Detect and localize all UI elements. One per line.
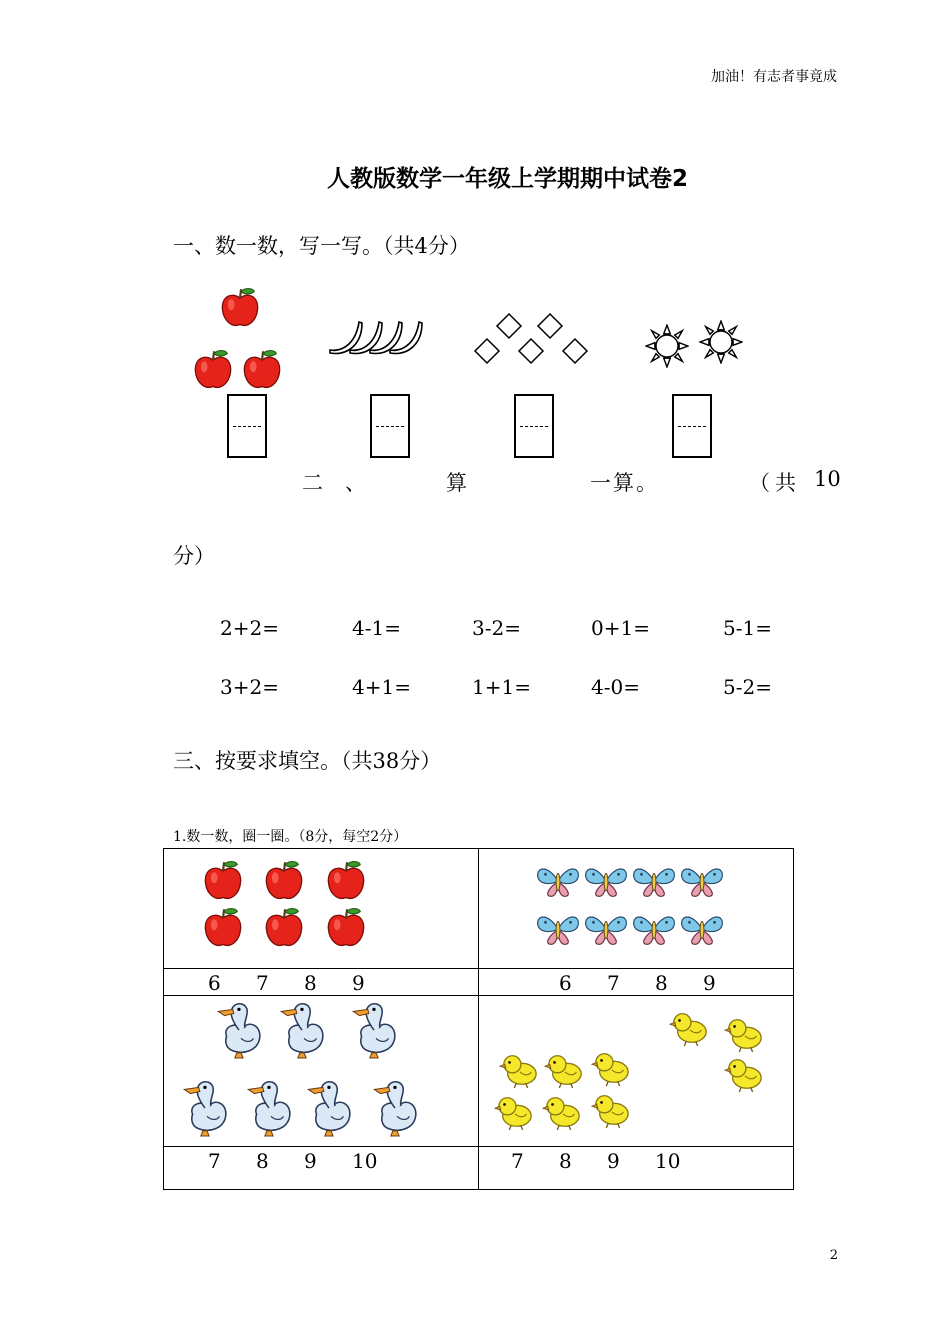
option-number[interactable]: 9 <box>304 1149 317 1173</box>
answer-box-bananas[interactable] <box>370 394 410 458</box>
section3-subheading: 1.数一数，圈一圈。（8分，每空2分） <box>173 829 408 845</box>
apple-icon <box>218 286 262 330</box>
option-number[interactable]: 10 <box>352 1149 378 1173</box>
chick-icon <box>494 1093 536 1131</box>
chick-icon <box>591 1049 633 1087</box>
heading-part: 10 <box>814 467 841 491</box>
heading-part: 一算。 <box>590 471 659 495</box>
expression: 1+1= <box>472 675 531 699</box>
apple-icon <box>201 859 245 903</box>
chick-icon <box>724 1015 766 1053</box>
diamond-icon <box>472 336 502 366</box>
duck-icon <box>244 1075 296 1137</box>
apple-icon <box>262 859 306 903</box>
option-number[interactable]: 9 <box>352 971 365 995</box>
option-number[interactable]: 7 <box>607 971 620 995</box>
option-number[interactable]: 8 <box>304 971 317 995</box>
apple-icon <box>324 859 368 903</box>
butterfly-icon <box>678 861 726 901</box>
heading-part: 二 <box>302 471 323 495</box>
expression: 4-0= <box>591 675 640 699</box>
butterfly-icon <box>630 861 678 901</box>
page-number: 2 <box>829 1248 838 1263</box>
butterfly-icon <box>678 909 726 949</box>
apple-icon <box>262 906 306 950</box>
chick-icon <box>724 1055 766 1093</box>
option-number[interactable]: 9 <box>607 1149 620 1173</box>
butterfly-icon <box>534 909 582 949</box>
sun-icon <box>699 320 743 364</box>
table-divider <box>164 995 793 996</box>
option-number[interactable]: 8 <box>559 1149 572 1173</box>
expression: 0+1= <box>591 616 650 640</box>
answer-box-suns[interactable] <box>672 394 712 458</box>
banana-icon <box>386 316 426 356</box>
expression: 5-2= <box>723 675 772 699</box>
option-number[interactable]: 6 <box>208 971 221 995</box>
expression: 3-2= <box>472 616 521 640</box>
option-number[interactable]: 6 <box>559 971 572 995</box>
duck-icon <box>180 1075 232 1137</box>
expression: 5-1= <box>723 616 772 640</box>
table-divider <box>478 849 479 1189</box>
table-divider <box>164 968 793 969</box>
diamond-icon <box>516 336 546 366</box>
chick-icon <box>542 1093 584 1131</box>
duck-icon <box>370 1075 422 1137</box>
answer-box-apples[interactable] <box>227 394 267 458</box>
chick-icon <box>499 1051 541 1089</box>
sun-icon <box>645 324 689 368</box>
option-number[interactable]: 9 <box>703 971 716 995</box>
header-note: 加油！有志者事竟成 <box>711 69 837 85</box>
butterfly-icon <box>582 861 630 901</box>
apple-icon <box>191 348 235 392</box>
butterfly-icon <box>630 909 678 949</box>
table-divider <box>164 1146 793 1147</box>
apple-icon <box>324 906 368 950</box>
butterfly-icon <box>534 861 582 901</box>
heading-part: 、 <box>345 471 366 495</box>
duck-icon <box>304 1075 356 1137</box>
expression: 2+2= <box>220 616 279 640</box>
section3-heading: 三、按要求填空。（共38分） <box>173 749 442 773</box>
answer-box-diamonds[interactable] <box>514 394 554 458</box>
counting-table <box>163 848 794 1190</box>
expression: 4-1= <box>352 616 401 640</box>
duck-icon <box>214 997 266 1059</box>
duck-icon <box>277 997 329 1059</box>
chick-icon <box>591 1091 633 1129</box>
expression: 4+1= <box>352 675 411 699</box>
apple-icon <box>201 906 245 950</box>
page-title: 人教版数学一年级上学期期中试卷2 <box>326 166 688 192</box>
option-number[interactable]: 10 <box>655 1149 681 1173</box>
duck-icon <box>349 997 401 1059</box>
diamond-icon <box>560 336 590 366</box>
apple-icon <box>240 348 284 392</box>
heading-part: 算 <box>446 471 467 495</box>
section1-heading: 一、数一数，写一写。（共4分） <box>173 234 470 258</box>
option-number[interactable]: 7 <box>511 1149 524 1173</box>
heading-part: 分） <box>173 544 215 568</box>
butterfly-icon <box>582 909 630 949</box>
option-number[interactable]: 8 <box>655 971 668 995</box>
option-number[interactable]: 8 <box>256 1149 269 1173</box>
option-number[interactable]: 7 <box>256 971 269 995</box>
chick-icon <box>669 1009 711 1047</box>
expression: 3+2= <box>220 675 279 699</box>
option-number[interactable]: 7 <box>208 1149 221 1173</box>
chick-icon <box>544 1051 586 1089</box>
heading-part: （共 <box>749 471 801 495</box>
